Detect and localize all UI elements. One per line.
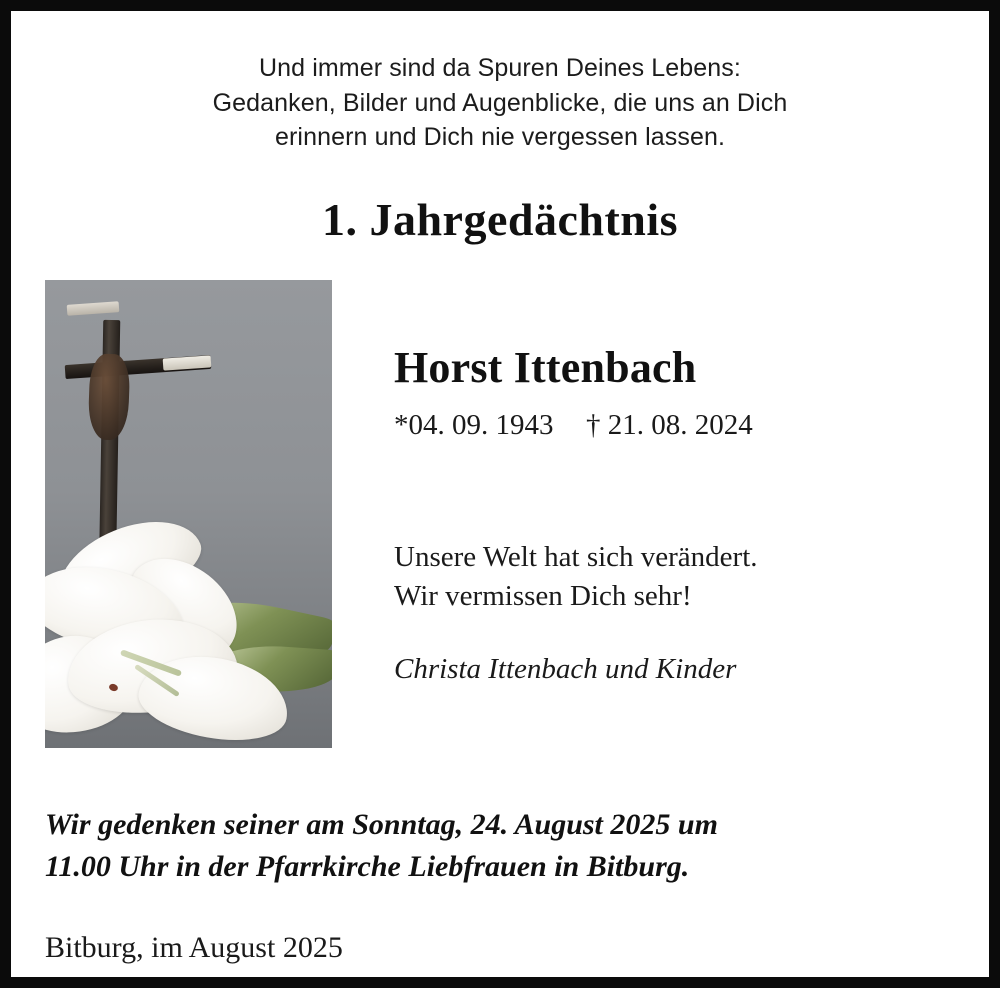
birth-date: *04. 09. 1943 bbox=[394, 408, 554, 441]
deceased-name: Horst Ittenbach bbox=[394, 342, 697, 392]
deceased-details bbox=[332, 280, 955, 686]
memorial-verse bbox=[45, 51, 955, 155]
memorial-message bbox=[394, 538, 955, 617]
crucifix-lily-photo bbox=[45, 280, 332, 748]
message-line-1: Unsere Welt hat sich verändert. bbox=[394, 540, 758, 573]
middle-section bbox=[45, 280, 955, 748]
verse-line-3: erinnern und Dich nie vergessen lassen. bbox=[275, 123, 725, 151]
anniversary-headline: 1. Jahrgedächtnis bbox=[321, 193, 679, 245]
message-line-2: Wir vermissen Dich sehr! bbox=[394, 580, 692, 613]
service-line-2: 11.00 Uhr in der Pfarrkirche Liebfrauen in Bitburg. bbox=[45, 850, 690, 884]
verse-line-1: Und immer sind da Spuren Deines Lebens: bbox=[259, 54, 741, 82]
life-dates bbox=[394, 409, 955, 442]
service-announcement bbox=[45, 804, 955, 889]
notice-inner bbox=[11, 11, 989, 977]
lily-flower bbox=[45, 508, 293, 748]
death-date: † 21. 08. 2024 bbox=[586, 408, 753, 441]
place-and-date: Bitburg, im August 2025 bbox=[45, 930, 343, 964]
service-line-1: Wir gedenken seiner am Sonntag, 24. August 2025 um bbox=[45, 807, 718, 841]
verse-line-2: Gedanken, Bilder und Augenblicke, die uns an Dich bbox=[212, 88, 788, 117]
family-signature: Christa Ittenbach und Kinder bbox=[394, 652, 737, 685]
